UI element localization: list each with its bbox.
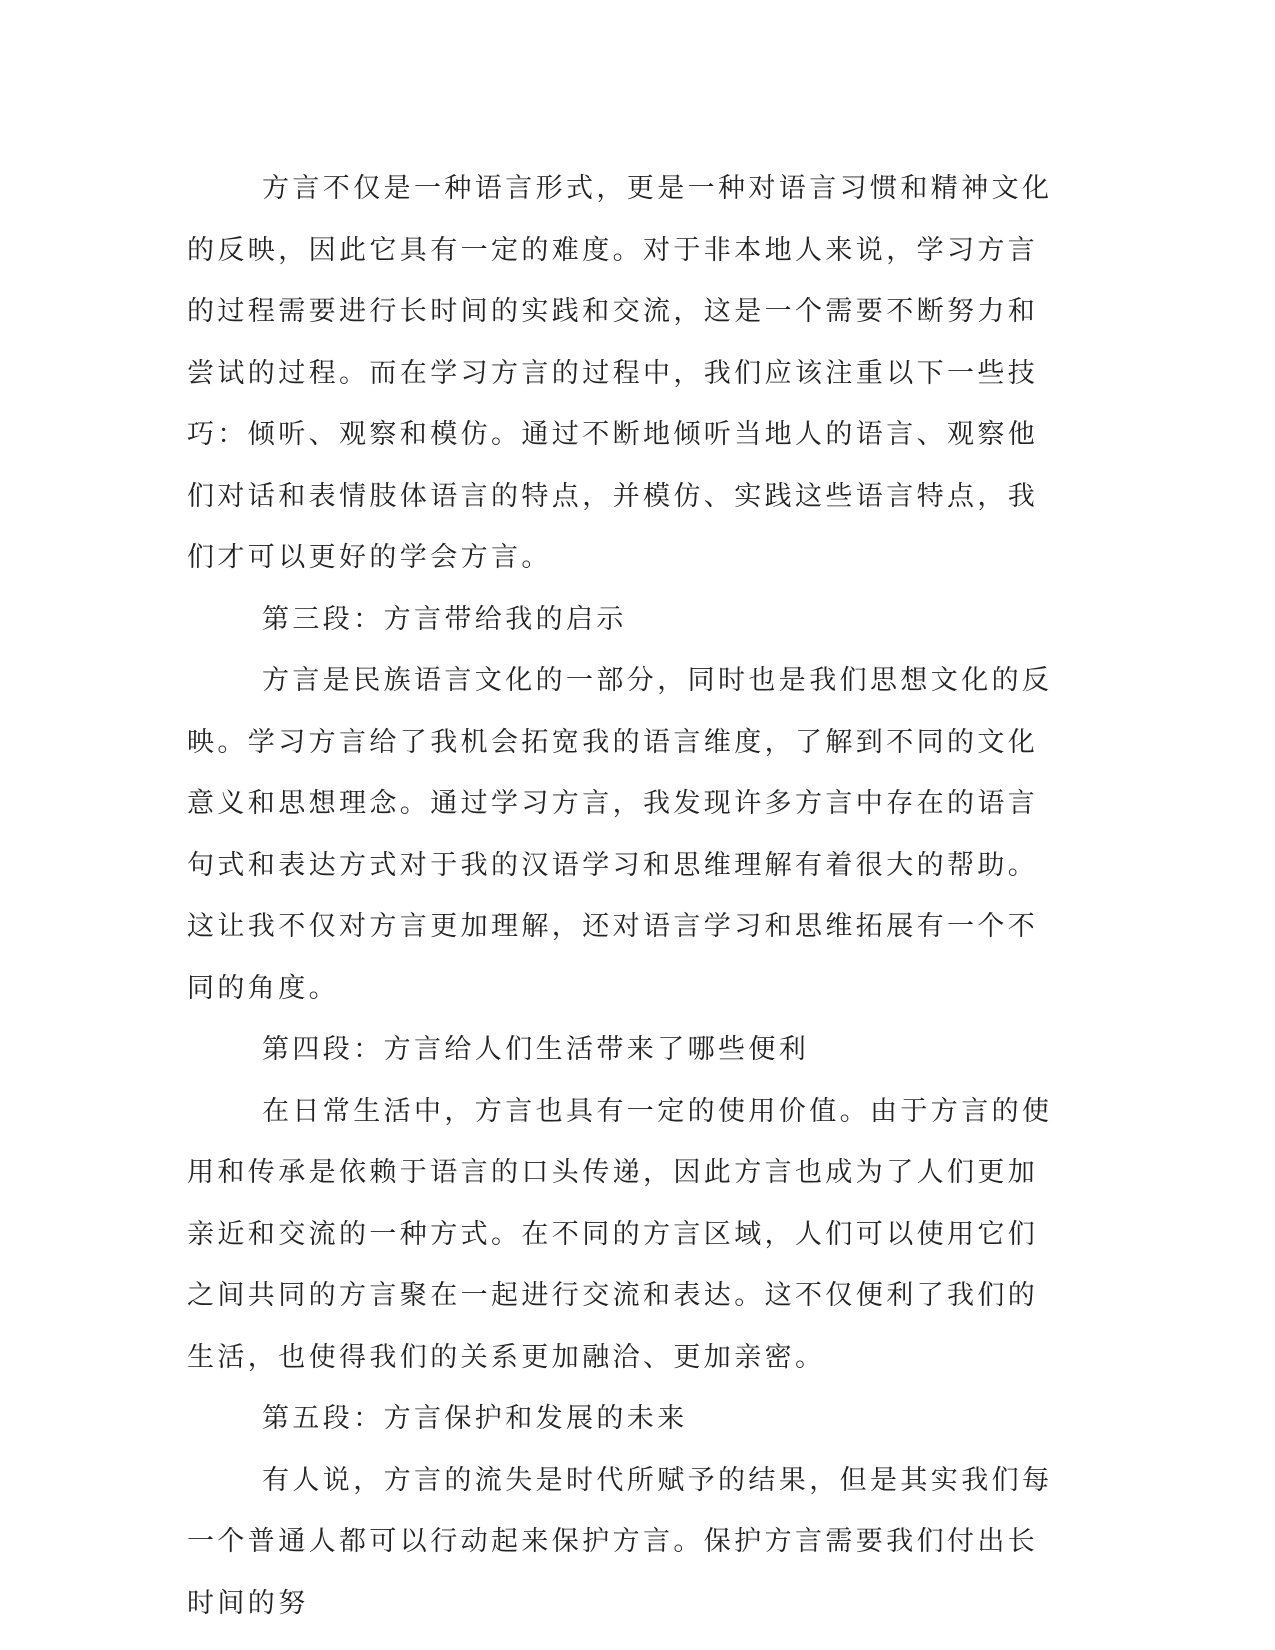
body-paragraph-learning-dialect: 方言不仅是一种语言形式，更是一种对语言习惯和精神文化的反映，因此它具有一定的难度。对于非本地人来说，学习方言的过程需要进行长时间的实践和交流，这是一个需要不断努力和尝试的过程。而在学习方言的过程中，我们应该注重以下一些技巧：倾听、观察和模仿。通过不断地倾听当地人的语言、观察他们对话和表情肢体语言的特点，并模仿、实践这些语言特点，我们才可以更好的学会方言。 <box>187 173 1053 573</box>
section-heading-4: 第四段：方言给人们生活带来了哪些便利 <box>262 1034 810 1065</box>
section-heading-3: 第三段：方言带给我的启示 <box>262 603 627 635</box>
body-paragraph-protection: 有人说，方言的流失是时代所赋予的结果，但是其实我们每一个普通人都可以行动起来保护方言。保护方言需要我们付出长时间的努 <box>187 1464 1053 1619</box>
body-paragraph-enlightenment: 方言是民族语言文化的一部分，同时也是我们思想文化的反映。学习方言给了我机会拓宽我的语言维度，了解到不同的文化意义和思想理念。通过学习方言，我发现许多方言中存在的语言句式和表达方式对于我的汉语学习和思维理解有着很大的帮助。这让我不仅对方言更加理解，还对语言学习和思维拓展有一个不同的角度。 <box>187 665 1053 1004</box>
section-heading-5: 第五段：方言保护和发展的未来 <box>262 1403 688 1434</box>
body-paragraph-convenience: 在日常生活中，方言也具有一定的使用价值。由于方言的使用和传承是依赖于语言的口头传递，因此方言也成为了人们更加亲近和交流的一种方式。在不同的方言区域，人们可以使用它们之间共同的方言聚在一起进行交流和表达。这不仅便利了我们的生活，也使得我们的关系更加融洽、更加亲密。 <box>187 1095 1053 1373</box>
document-body <box>187 158 1067 1634</box>
